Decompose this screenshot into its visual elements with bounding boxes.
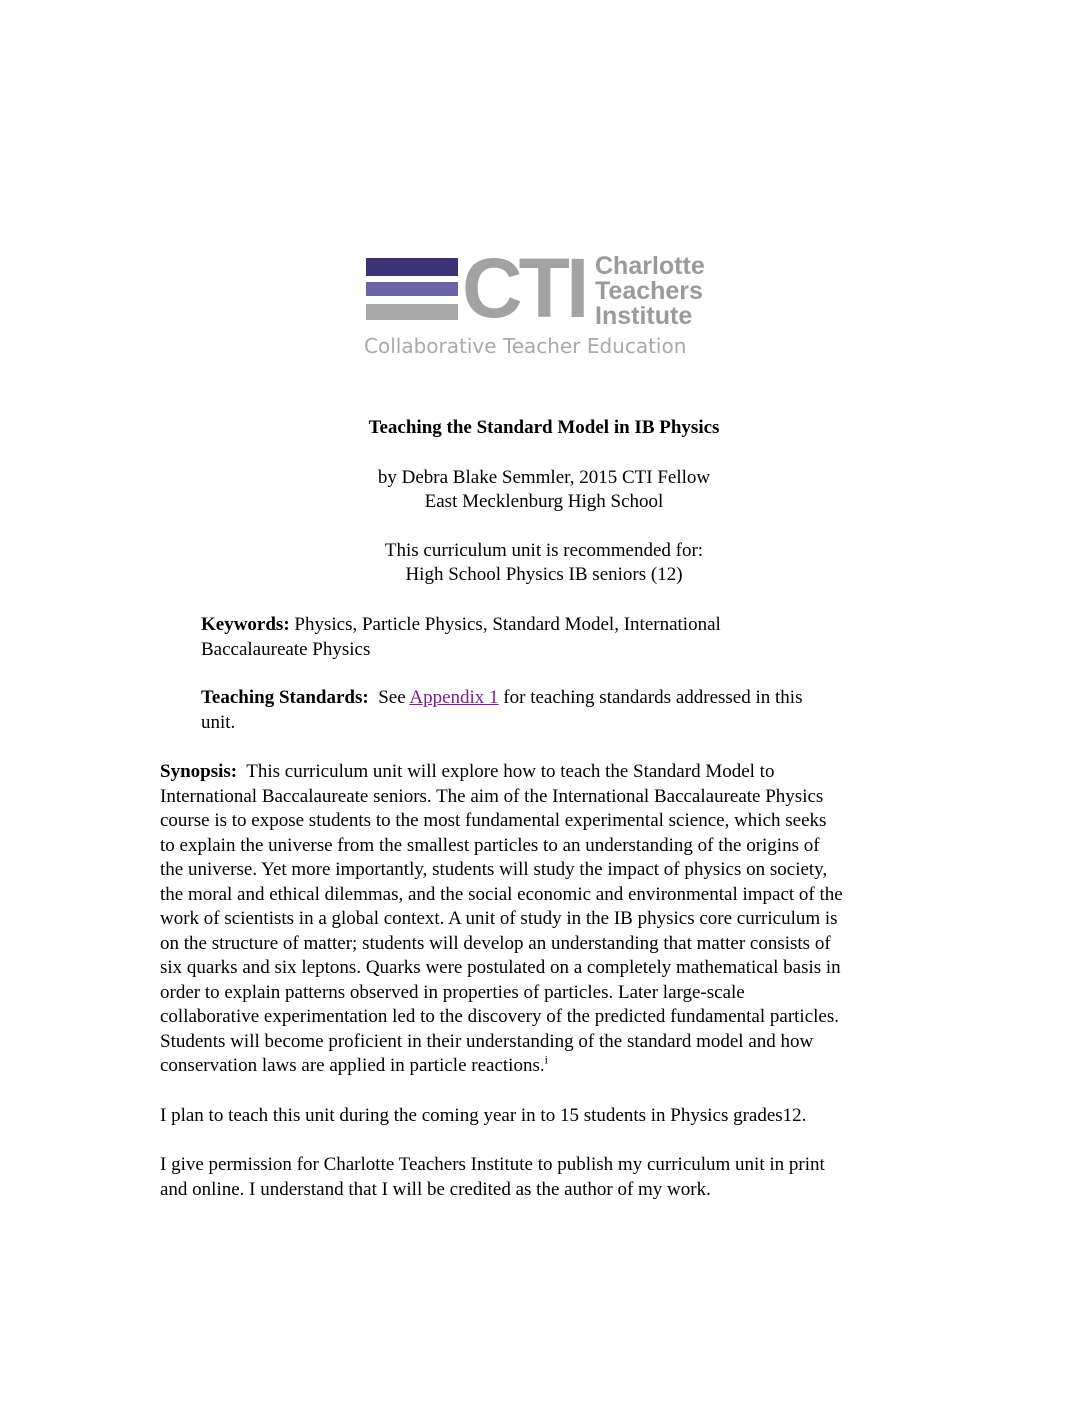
synopsis-line: International Baccalaureate seniors. The aim of the International Baccalaureate Physics <box>160 785 824 807</box>
author-byline: by Debra Blake Semmler, 2015 CTI Fellow <box>377 467 711 488</box>
logo-org-line1: Charlotte <box>595 252 705 280</box>
synopsis-line: on the structure of matter; students will develop an understanding that matter consists of <box>160 932 831 954</box>
teaching-standards-section <box>201 686 901 735</box>
synopsis-line: the universe. Yet more importantly, students will study the impact of physics on society, <box>160 859 828 880</box>
synopsis-line: Students will become proficient in their understanding of the standard model and how <box>160 1030 814 1052</box>
logo-org-name <box>595 254 705 329</box>
synopsis-line: the moral and ethical dilemmas, and the social economic and environmental impact of the <box>160 883 843 905</box>
synopsis-line: This curriculum unit will explore how to teach the Standard Model to <box>237 761 775 782</box>
recommended-for-label: This curriculum unit is recommended for: <box>384 540 704 561</box>
recommended-audience: High School Physics IB seniors (12) <box>405 564 683 585</box>
standards-pre-text: See <box>368 687 410 708</box>
synopsis-label: Synopsis: <box>160 761 238 782</box>
logo-org-line2: Teachers <box>595 277 703 305</box>
logo-org-line3: Institute <box>595 302 693 330</box>
permission-line2: and online. I understand that I will be credited as the author of my work. <box>160 1178 711 1200</box>
logo-tagline: Collaborative Teacher Education <box>364 334 687 358</box>
keywords-label: Keywords: <box>201 614 290 635</box>
standards-text-line2: unit. <box>201 711 236 733</box>
document-title: Teaching the Standard Model in IB Physics <box>368 417 720 438</box>
logo-bar-gray <box>366 304 458 320</box>
keywords-text-line2: Baccalaureate Physics <box>201 638 371 660</box>
teaching-standards-label: Teaching Standards: <box>201 687 369 708</box>
school-name: East Mecklenburg High School <box>424 491 664 512</box>
logo-bar-mid <box>366 282 458 296</box>
synopsis-line: order to explain patterns observed in properties of particles. Later large-scale <box>160 981 745 1003</box>
teaching-plan-paragraph <box>160 1104 940 1129</box>
permission-line1: I give permission for Charlotte Teachers Institute to publish my curriculum unit in print <box>160 1154 825 1175</box>
appendix-1-link[interactable]: Appendix 1 <box>409 687 499 708</box>
permission-paragraph <box>160 1153 940 1202</box>
synopsis-line: collaborative experimentation led to the discovery of the predicted fundamental particles. <box>160 1006 839 1027</box>
teaching-plan-text: I plan to teach this unit during the coming year in to 15 students in Physics grades12. <box>160 1105 807 1126</box>
synopsis-line: course is to expose students to the most fundamental experimental science, which seeks <box>160 810 827 831</box>
keywords-section <box>201 613 821 662</box>
cti-logo <box>362 241 722 362</box>
synopsis-line: work of scientists in a global context. A unit of study in the IB physics core curriculum is <box>160 908 838 929</box>
synopsis-line: conservation laws are applied in particle reactions. <box>160 1055 545 1076</box>
synopsis-line: to explain the universe from the smallest particles to an understanding of the origins of <box>160 834 820 856</box>
logo-bar-dark <box>366 258 458 276</box>
logo-mark: CTI <box>462 241 586 335</box>
standards-post-text: for teaching standards addressed in this <box>498 687 803 708</box>
synopsis-section <box>160 760 940 1079</box>
keywords-text-line1: Physics, Particle Physics, Standard Model, International <box>289 614 721 635</box>
footnote-marker[interactable]: i <box>544 1052 548 1067</box>
synopsis-line: six quarks and six leptons. Quarks were postulated on a completely mathematical basis in <box>160 957 841 978</box>
